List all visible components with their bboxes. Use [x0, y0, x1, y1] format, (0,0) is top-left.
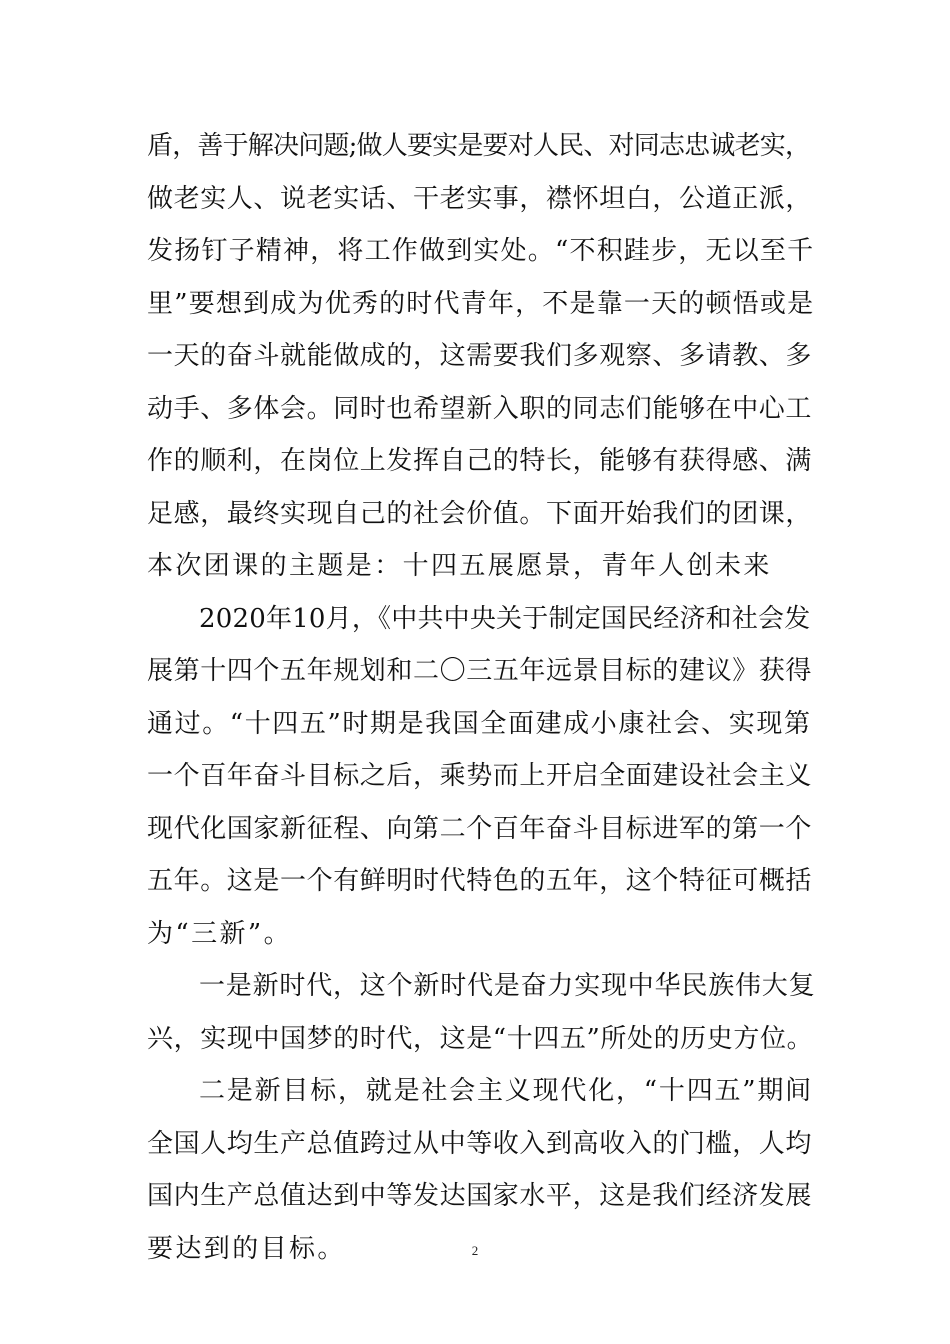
text-line: 为“三新”。	[147, 918, 292, 949]
text-line: 兴，实现中国梦的时代，这是“十四五”所处的历史方位。	[147, 1023, 814, 1054]
text-line: 盾，善于解决问题;做人要实是要对人民、对同志忠诚老实，	[147, 131, 811, 161]
text-line: 现代化国家新征程、向第二个百年奋斗目标进军的第一个	[147, 813, 813, 844]
text-line: 作的顺利，在岗位上发挥自己的特长，能够有获得感、满	[147, 446, 813, 476]
text-line: 里”要想到成为优秀的时代青年，不是靠一天的顿悟或是	[147, 288, 815, 319]
text-line: 通过。“十四五”时期是我国全面建成小康社会、实现第	[147, 708, 812, 739]
text-line: 发扬钉子精神，将工作做到实处。“不积跬步，无以至千	[147, 236, 815, 266]
text-line: 一个百年奋斗目标之后，乘势而上开启全面建设社会主义	[147, 761, 813, 791]
paragraph-start-line: 2020年10月，《中共中央关于制定国民经济和社会发	[199, 603, 811, 634]
text-line: 本次团课的主题是：十四五展愿景，青年人创未来	[147, 551, 772, 581]
text-line: 足感，最终实现自己的社会价值。下面开始我们的团课，	[147, 498, 813, 529]
text-line: 展第十四个五年规划和二〇三五年远景目标的建议》获得	[147, 656, 813, 686]
text-line: 动手、多体会。同时也希望新入职的同志们能够在中心工	[147, 393, 813, 424]
paragraph-start-line: 二是新目标，就是社会主义现代化，“十四五”期间	[199, 1076, 813, 1106]
page-number: 2	[471, 1243, 479, 1258]
text-line: 做老实人、说老实话、干老实事，襟怀坦白，公道正派，	[147, 183, 813, 214]
text-line: 国内生产总值达到中等发达国家水平，这是我们经济发展	[147, 1181, 813, 1211]
text-line: 一天的奋斗就能做成的，这需要我们多观察、多请教、多	[147, 341, 813, 371]
text-line: 五年。这是一个有鲜明时代特色的五年，这个特征可概括	[147, 866, 813, 896]
text-line: 要达到的目标。	[147, 1233, 346, 1264]
paragraph-start-line: 一是新时代，这个新时代是奋力实现中华民族伟大复	[199, 971, 816, 1001]
body-text	[147, 120, 815, 1275]
text-line: 全国人均生产总值跨过从中等收入到高收入的门槛，人均	[147, 1128, 813, 1159]
